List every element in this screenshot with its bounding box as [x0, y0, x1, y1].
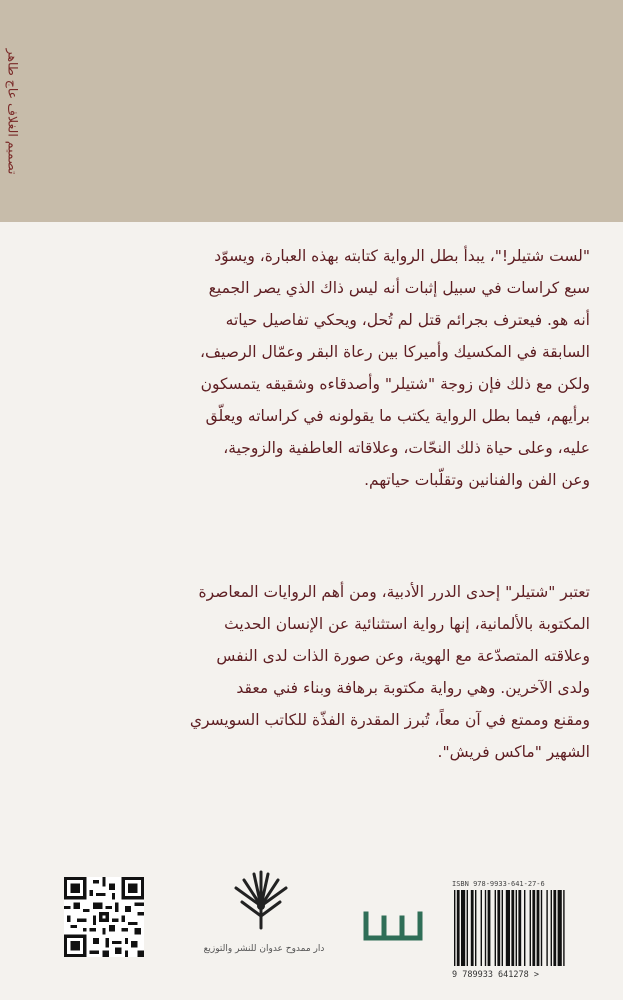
isbn-number: 9 789933 641278 > — [452, 970, 539, 980]
blurb-line: وعن الفن والفنانين وتقلّبات حياتهم. — [364, 471, 590, 489]
blurb-line: وعلاقته المتصدّعة مع الهوية، وعن صورة الذات لدى النفس — [216, 647, 590, 665]
publisher-logo-icon — [226, 866, 296, 936]
blurb-line: ولدى الآخرين. وهي رواية مكتوبة برهافة وبناء فني معقد — [236, 679, 590, 697]
cover-design-credit — [2, 0, 24, 222]
barcode-icon — [452, 890, 612, 966]
back-cover-footer — [0, 860, 623, 1000]
qr-code-icon — [64, 877, 144, 957]
blurb-line: تعتبر "شتيلر" إحدى الدرر الأدبية، ومن أهم الروايات المعاصرة — [198, 583, 590, 601]
blurb-line: عليه، وعلى حياة ذلك النحّات، وعلاقاته العاطفية والزوجية، — [223, 439, 590, 457]
blurb-line: الشهير "ماكس فريش". — [437, 743, 590, 761]
blurb-line: "لست شتيلر!"، يبدأ بطل الرواية كتابته بهذه العبارة، ويسوّد — [214, 247, 590, 265]
cover-top-band — [0, 0, 623, 222]
isbn-label: ISBN 978-9933-641-27-6 — [452, 880, 545, 888]
publisher-name: دار ممدوح عدوان للنشر والتوزيع — [203, 944, 325, 954]
blurb-line: ولكن مع ذلك فإن زوجة "شتيلر" وأصدقاءه وشقيقه يتمسكون — [200, 375, 590, 393]
imprint-logo-icon — [362, 908, 424, 944]
blurb-line: سبع كراسات في سبيل إثبات أنه ليس ذاك الذي يصر الجميع — [208, 279, 590, 297]
blurb-paragraph-2 — [40, 576, 590, 768]
blurb-line: ومقنع وممتع في آن معاً، تُبرز المقدرة الفذّة للكاتب السويسري — [189, 711, 590, 729]
cover-design-credit-text: تصميم الغلاف عاج طاهر — [5, 48, 21, 174]
blurb-paragraph-1 — [40, 240, 590, 496]
blurb-line: برأيهم، فيما بطل الرواية يكتب ما يقولونه في كراساته ويعلّق — [205, 407, 590, 425]
blurb-line: السابقة في المكسيك وأميركا بين رعاة البقر وعمّال الرصيف، — [200, 343, 590, 361]
blurb-line: أنه هو. فيعترف بجرائم قتل لم تُحل، ويحكي تفاصيل حياته — [225, 311, 590, 329]
blurb-line: المكتوبة بالألمانية، إنها رواية استثنائية عن الإنسان الحديث — [224, 615, 590, 633]
isbn-barcode-area — [452, 880, 614, 980]
